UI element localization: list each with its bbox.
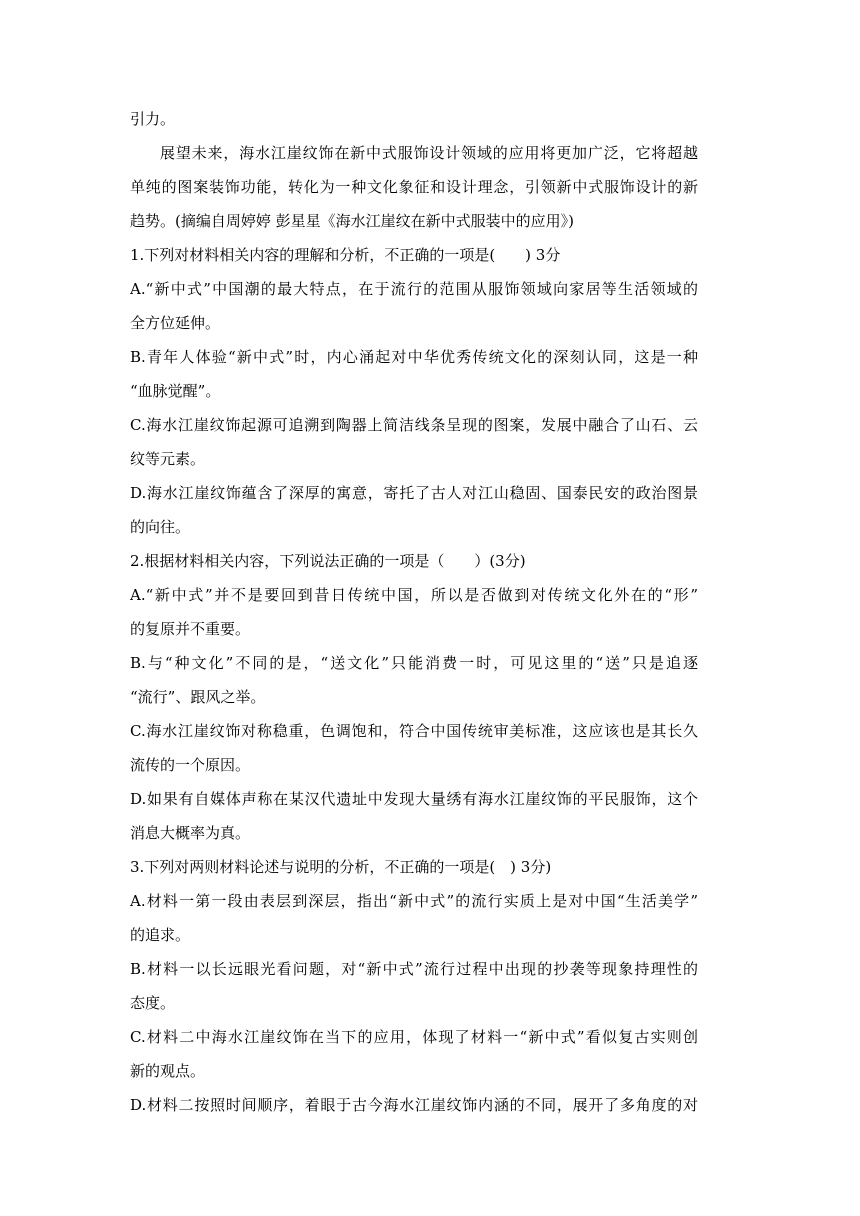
text-line: 引力。 [130,110,176,128]
document-page [130,102,698,1122]
text-line: 消息大概率为真。 [130,824,251,842]
text-line: A.“新中式”中国潮的最大特点，在于流行的范围从服饰领域向家居等生活领域的 [130,280,698,298]
text-line: D.海水江崖纹饰蕴含了深厚的寓意，寄托了古人对江山稳固、国泰民安的政治图景 [130,484,698,502]
text-line: “血脉觉醒”。 [130,382,221,400]
text-line: A.材料一第一段由表层到深层，指出“新中式”的流行实质上是对中国“生活美学” [130,892,698,910]
text-line: B.青年人体验“新中式”时，内心涌起对中华优秀传统文化的深刻认同，这是一种 [130,348,698,366]
text-line: B.与“种文化”不同的是，“送文化”只能消费一时，可见这里的“送”只是追逐 [130,654,698,672]
text-line: 单纯的图案装饰功能，转化为一种文化象征和设计理念，引领新中式服饰设计的新 [130,178,698,196]
text-line: 全方位延伸。 [130,314,221,332]
text-line: 新的观点。 [130,1062,206,1080]
text-line: 趋势。(摘编自周婷婷 彭星星《海水江崖纹在新中式服装中的应用》) [130,212,574,230]
text-line: D.如果有自媒体声称在某汉代遗址中发现大量绣有海水江崖纹饰的平民服饰，这个 [130,790,698,808]
text-line: 3.下列对两则材料论述与说明的分析，不正确的一项是( ) 3分) [130,858,552,876]
text-line: C.海水江崖纹饰对称稳重，色调饱和，符合中国传统审美标准，这应该也是其长久 [130,722,698,740]
text-line: A.“新中式”并不是要回到昔日传统中国，所以是否做到对传统文化外在的“形” [130,586,698,604]
text-line: B.材料一以长远眼光看问题，对“新中式”流行过程中出现的抄袭等现象持理性的 [130,960,698,978]
text-line: 纹等元素。 [130,450,206,468]
text-line: 2.根据材料相关内容，下列说法正确的一项是（ ）(3分) [130,552,526,570]
text-line: 的复原并不重要。 [130,620,251,638]
text-line: C.海水江崖纹饰起源可追溯到陶器上简洁线条呈现的图案，发展中融合了山石、云 [130,416,698,434]
text-line: 流传的一个原因。 [130,756,251,774]
text-line: C.材料二中海水江崖纹饰在当下的应用，体现了材料一“新中式”看似复古实则创 [130,1028,698,1046]
text-line: “流行”、跟风之举。 [130,688,266,706]
text-line: 的追求。 [130,926,191,944]
text-line: 态度。 [130,994,176,1012]
text-line: 的向往。 [130,518,191,536]
text-line: D.材料二按照时间顺序，着眼于古今海水江崖纹饰内涵的不同，展开了多角度的对 [130,1096,698,1114]
text-line: 1.下列对材料相关内容的理解和分析，不正确的一项是( ) 3分 [130,246,561,264]
text-line: 展望未来，海水江崖纹饰在新中式服饰设计领域的应用将更加广泛，它将超越 [160,144,698,162]
